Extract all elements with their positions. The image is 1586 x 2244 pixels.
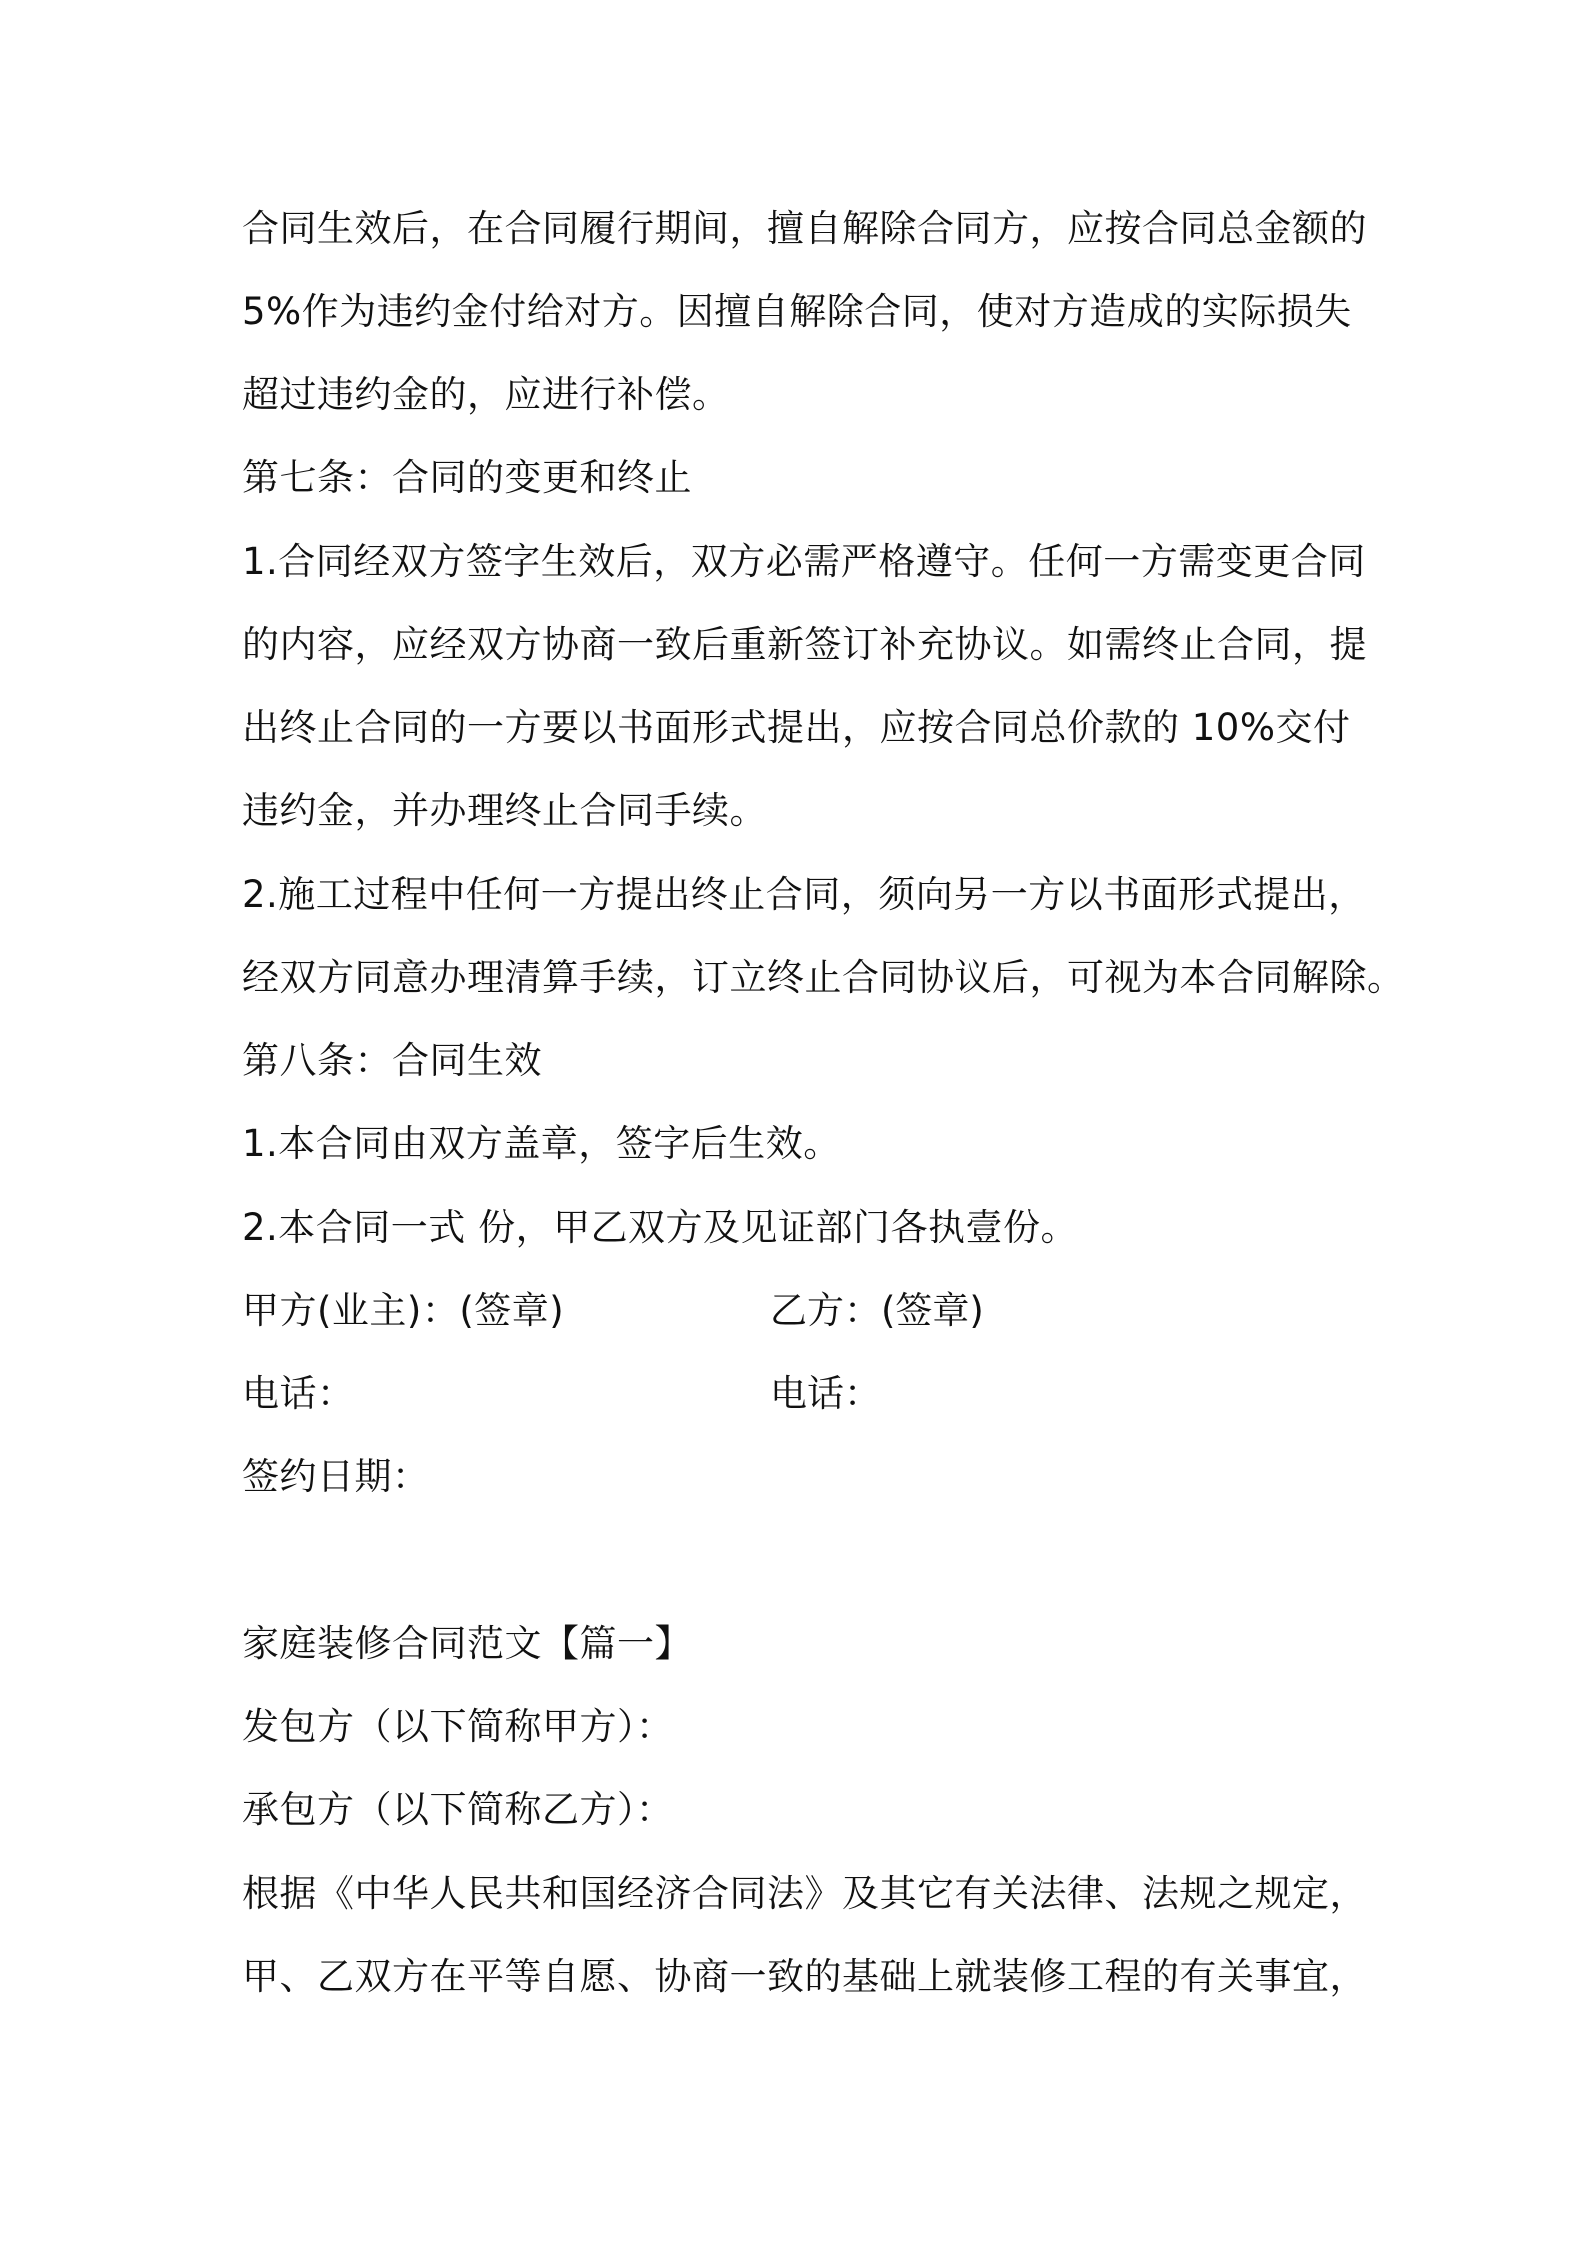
body-line-12: 1.本合同由双方盖章，签字后生效。 [242,1122,841,1165]
body-line-3: 超过违约金的，应进行补偿。 [242,373,730,416]
party-b-signature-label: 乙方：(签章) [770,1289,984,1332]
sign-date-label: 签约日期： [242,1455,430,1498]
section-line-4: 甲、乙双方在平等自愿、协商一致的基础上就装修工程的有关事宜， [242,1955,1367,1998]
article-7-heading: 第七条：合同的变更和终止 [242,456,692,499]
section-line-2: 承包方（以下简称乙方）： [242,1788,674,1831]
body-line-2: 5%作为违约金付给对方。因擅自解除合同，使对方造成的实际损失 [242,290,1352,333]
party-a-phone-label: 电话： [242,1372,355,1415]
body-line-6: 的内容，应经双方协商一致后重新签订补充协议。如需终止合同，提 [242,623,1367,666]
party-b-phone-label: 电话： [770,1372,881,1415]
body-line-9: 2.施工过程中任何一方提出终止合同，须向另一方以书面形式提出， [242,873,1366,916]
party-a-signature-label: 甲方(业主)：(签章) [242,1289,565,1332]
section-line-1: 发包方（以下简称甲方）： [242,1705,674,1748]
section-title: 家庭装修合同范文【篇一】 [242,1622,692,1665]
body-line-13: 2.本合同一式 份，甲乙双方及见证部门各执壹份。 [242,1206,1079,1249]
article-8-heading: 第八条：合同生效 [242,1039,542,1082]
body-line-8: 违约金，并办理终止合同手续。 [242,789,767,832]
body-line-5: 1.合同经双方签字生效后，双方必需严格遵守。任何一方需变更合同 [242,540,1366,583]
body-line-1: 合同生效后，在合同履行期间，擅自解除合同方，应按合同总金额的 [242,207,1367,250]
body-line-10: 经双方同意办理清算手续，订立终止合同协议后，可视为本合同解除。 [242,956,1405,999]
section-line-3: 根据《中华人民共和国经济合同法》及其它有关法律、法规之规定， [242,1872,1367,1915]
body-line-7: 出终止合同的一方要以书面形式提出，应按合同总价款的 10%交付 [242,706,1351,749]
